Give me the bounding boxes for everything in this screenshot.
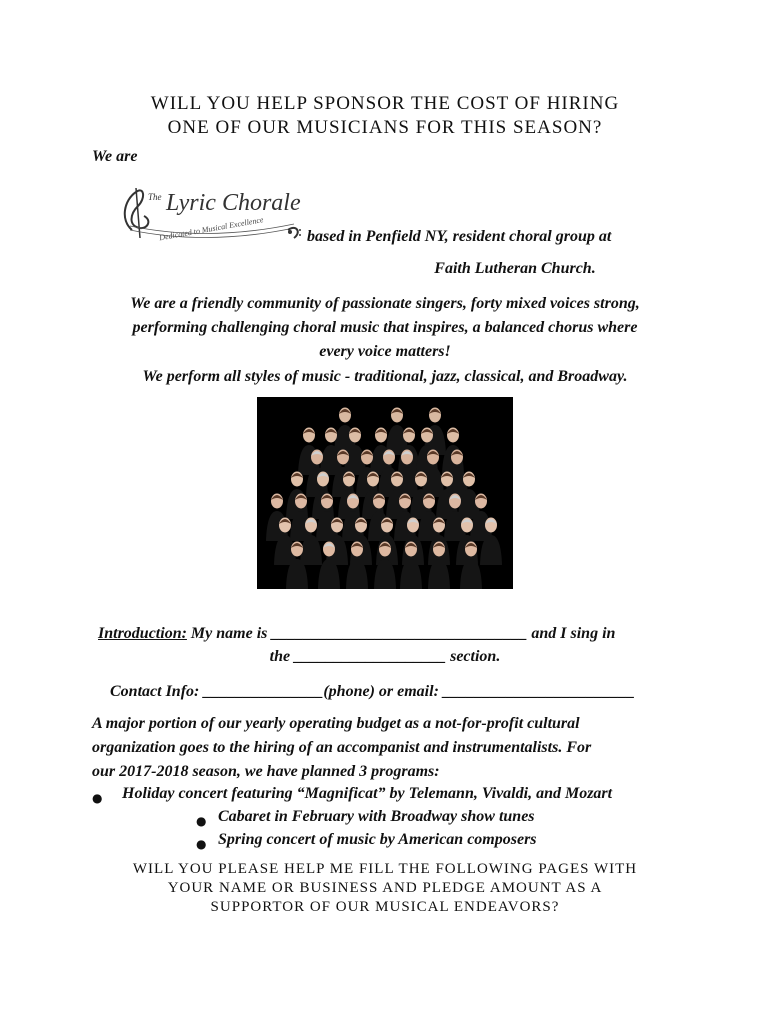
svg-text:Dedicated to Musical Excellenc: Dedicated to Musical Excellence	[158, 215, 265, 242]
lyric-chorale-logo	[118, 180, 304, 242]
introduction-text: My name is ________________________________ and I sing in	[186, 625, 616, 642]
closing-appeal: WILL YOU PLEASE HELP ME FILL THE FOLLOWING PAGES WITH YOUR NAME OR BUSINESS AND PLEDGE AMOUNT AS A SUPPORTOR OF OUR MUSICAL ENDEAVORS?	[132, 861, 638, 915]
program-item: Holiday concert featuring “Magnificat” by Telemann, Vivaldi, and Mozart	[122, 785, 613, 802]
program-item: Cabaret in February with Broadway show tunes	[218, 808, 535, 825]
section-field: the ___________________ section.	[269, 648, 501, 665]
heading-line-1: WILL YOU HELP SPONSOR THE COST OF HIRING	[150, 93, 620, 114]
based-in-text: based in Penfield NY, resident choral group at	[307, 228, 612, 245]
friendly-community-text: We are a friendly community of passionate singers, forty mixed voices strong, performing challenging choral music that inspires, a balanced chorus where every voice matters!	[130, 295, 640, 360]
contact-info-field: Contact Info: _______________(phone) or email: ________________________	[110, 683, 635, 700]
budget-paragraph: A major portion of our yearly operating budget as a not-for-profit cultural organization goes to the hiring of an accompanist and instrumentalists. For our 2017-2018 season, we have planned 3 programs:	[92, 715, 592, 780]
we-are-text: We are	[92, 148, 138, 165]
bullet-icon: ●	[196, 814, 207, 828]
church-text: Faith Lutheran Church.	[434, 260, 596, 277]
program-item: Spring concert of music by American composers	[218, 831, 537, 848]
svg-text:The: The	[148, 192, 162, 202]
choir-group-photo	[257, 397, 513, 589]
introduction-field	[98, 625, 615, 643]
music-styles-text: We perform all styles of music - traditional, jazz, classical, and Broadway.	[142, 368, 628, 385]
logo-name: Lyric Chorale	[166, 190, 301, 216]
bullet-icon: ●	[92, 791, 103, 805]
page-heading	[0, 92, 770, 140]
introduction-label: Introduction:	[98, 625, 187, 642]
heading-line-2: ONE OF OUR MUSICIANS FOR THIS SEASON?	[167, 117, 603, 138]
bullet-icon: ●	[196, 837, 207, 851]
